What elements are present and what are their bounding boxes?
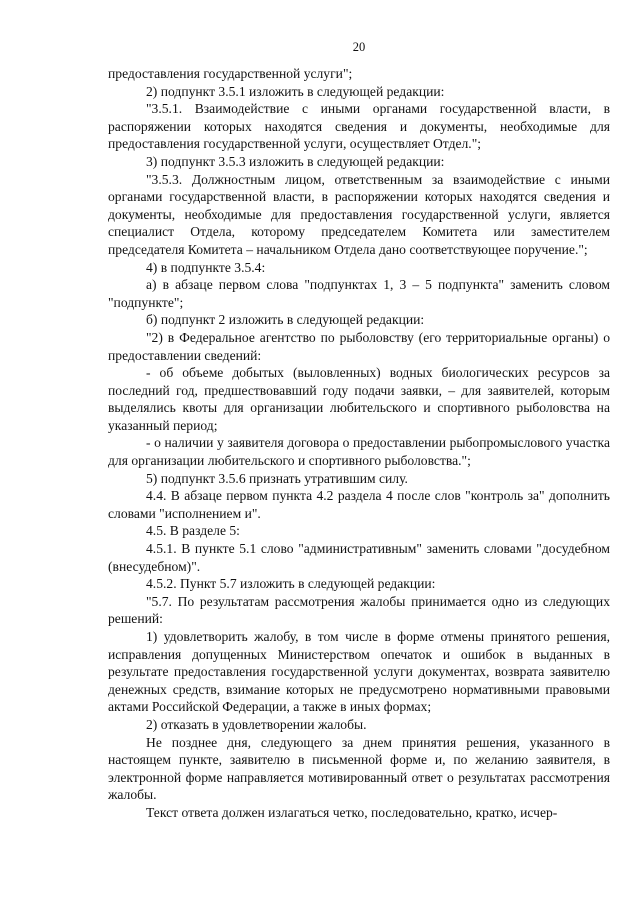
paragraph: 2) подпункт 3.5.1 изложить в следующей редакции:: [146, 83, 445, 99]
paragraph: "5.7. По результатам рассмотрения жалобы принимается одно из следующих решений:: [108, 593, 610, 627]
paragraph: "2) в Федеральное агентство по рыболовству (его территориальные органы) о предоставлении сведений:: [108, 329, 610, 363]
page-number: 20: [352, 40, 366, 54]
paragraph: а) в абзаце первом слова "подпунктах 1, 3 – 5 подпункта" заменить словом "подпункте";: [108, 277, 610, 310]
paragraph: 4.4. В абзаце первом пункта 4.2 раздела 4 после слов "контроль за" дополнить словами "исполнением и".: [108, 488, 610, 521]
paragraph: Не позднее дня, следующего за днем принятия решения, указанного в настоящем пункте, заявителю в письменной форме и, по желанию заявителя, в электронной форме направляется мотивированный ответ о результатах рассмотрения жалобы.: [108, 734, 610, 803]
paragraph: Текст ответа должен излагаться четко, последовательно, кратко, исчер-: [146, 804, 558, 820]
paragraph: б) подпункт 2 изложить в следующей редакции:: [146, 312, 425, 328]
paragraph: предоставления государственной услуги";: [108, 66, 353, 81]
document-body: [108, 65, 610, 822]
paragraph: 3) подпункт 3.5.3 изложить в следующей редакции:: [146, 153, 445, 169]
paragraph: - об объеме добытых (выловленных) водных биологических ресурсов за последний год, предшествовавший году подачи заявки, – для заявителей, которым выделялись квоты для организации любительского и спортивного рыболовства на указанный период;: [108, 365, 610, 433]
paragraph: "3.5.3. Должностным лицом, ответственным за взаимодействие с иными органами государственной власти, в распоряжении которых находятся сведения и документы, необходимые для предоставления государственной услуги, является специалист Отдела, которому председателем Комитета или заместителем председателя Комитета – начальником Отдела дано соответствующее поручение.";: [108, 171, 610, 257]
paragraph: 2) отказать в удовлетворении жалобы.: [146, 716, 367, 732]
paragraph: "3.5.1. Взаимодействие с иными органами государственной власти, в распоряжении которых находятся сведения и документы, необходимые для предоставления государственной услуги, осуществляет Отдел.";: [108, 101, 610, 152]
paragraph: 4) в подпункте 3.5.4:: [146, 259, 266, 275]
paragraph: 1) удовлетворить жалобу, в том числе в форме отмены принятого решения, исправления допущенных Министерством опечаток и ошибок в выданных в результате предоставления государственной услуги документах, возврата заявителю денежных средств, взимание которых не предусмотрено нормативными правовыми актами Российской Федерации, а также в иных формах;: [108, 629, 610, 715]
paragraph: 4.5.1. В пункте 5.1 слово "административным" заменить словами "досудебном (внесудебном)".: [108, 541, 610, 574]
paragraph: 4.5. В разделе 5:: [146, 523, 240, 539]
paragraph: - о наличии у заявителя договора о предоставлении рыбопромыслового участка для организации любительского и спортивного рыболовства.";: [108, 435, 610, 469]
paragraph: 4.5.2. Пункт 5.7 изложить в следующей редакции:: [146, 576, 436, 592]
paragraph: 5) подпункт 3.5.6 признать утратившим силу.: [146, 470, 408, 486]
